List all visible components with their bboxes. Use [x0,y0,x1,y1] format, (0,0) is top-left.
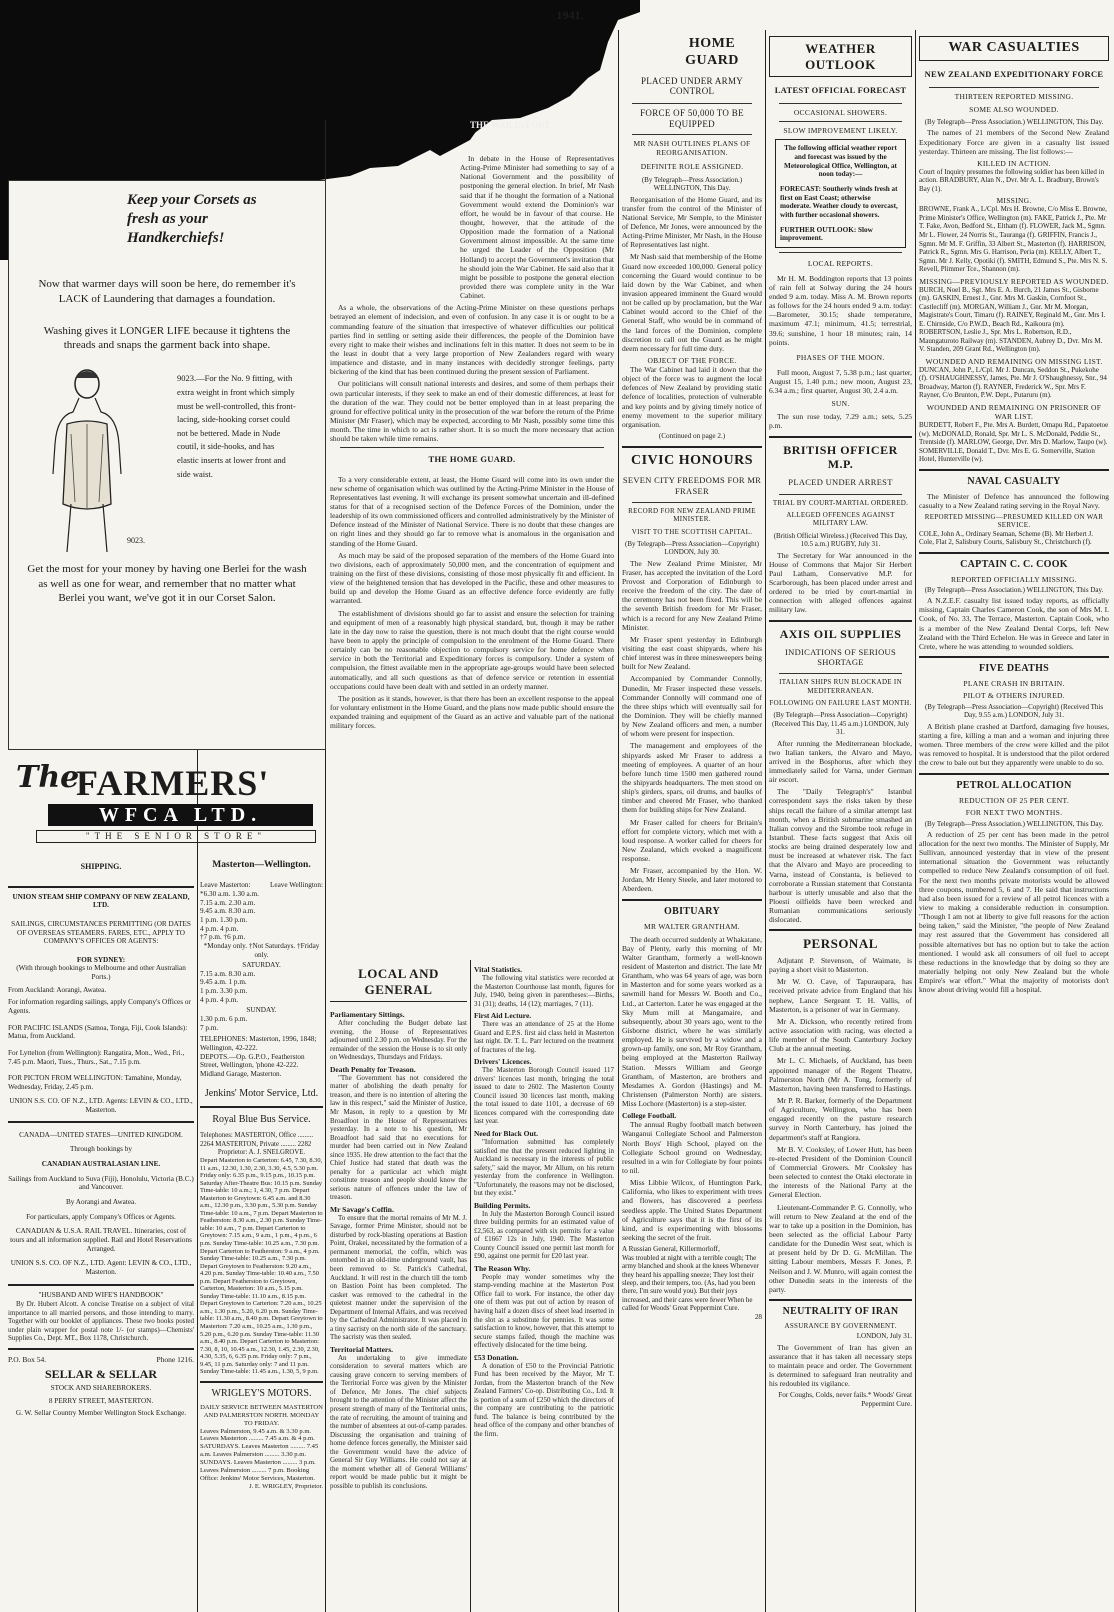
sellar-sub: STOCK AND SHAREBROKERS. [50,1384,152,1393]
local-item-text: After concluding the Budget debate last evening, the House of Representatives adjourned until 2.30 p.m. on Wednesday. For the remainder of the session the House is to sit only on Wednesdays, Thursdays and Fridays. [330,1019,467,1062]
local-general-column-1 [330,962,467,1612]
column-rule [618,30,619,1612]
killed-heading: KILLED IN ACTION. [977,158,1051,168]
editorial-subhead: THE HOME GUARD. [428,454,516,465]
shipping-block: SAILINGS, CIRCUMSTANCES PERMITTING (OR DATES OF OVERSEAS STEAMERS. FARES, ETC., APPLY TO COMPANY'S OFFICES OR AGENTS: [11,919,191,946]
casualties-dateline: (By Telegraph—Press Association.) WELLINGTON, This Day. [924,117,1104,126]
local-item-head: Need for Black Out. [474,1128,539,1138]
cook-subtitle: REPORTED OFFICIALLY MISSING. [951,574,1077,584]
personal-item: Mr B. V. Cooksley, of Lower Hutt, has been re-elected President of the Dominion Council of Commercial Growers. Mr Cooksley has been selected to contest the Otaki electorate in the interests of the National Party at the General Election. [769,1144,912,1200]
royal-blue-title: Royal Blue Bus Service. [212,1114,311,1126]
royal-timetable: Depart Masterton to Carterton: 6.45, 7.30, 8.30, 11 a.m., 12.30, 1.30, 2.30, 3.30, 4.5, 5.30 p.m. Friday only: 6.35 p.m., 9.15 p.m., 10.15 p.m. Saturday After-Theatre Bus: 10.15 p.m. Sunday Time-table: 10 a.m.; 1, 4.30, 7 p.m. Depart Masterton to Greytown: 6.45 a.m. and 8.30 a.m., 12.30 p.m., 3.30 p.m., 5.30 p.m. Sunday Time-table: 10 a.m., 7 p.m. Depart Masterton to Featherston: 8.30 a.m., 2.30 p.m. Sunday Time-table: 10 a.m., 7 p.m. Depart Carterton to Greytown: 7.15 a.m., 9 a.m., 1 p.m., 4 p.m., 6 p.m. Sunday Time-table: 10.25 a.m., 7.30 p.m. Depart Carterton to Featherston: 9 a.m., 4 p.m. Sunday Time-table: 10.25 a.m., 7.30 p.m. Depart Greytown to Featherston: 9.20 a.m., 4.20 p.m. Sunday Time-table: 10.40 a.m., 7.50 p.m. Depart Featherston to Greytown, Carterton, Masterton: 10 a.m., 5.15 p.m. Sunday Time-table: 11.10 a.m., 8.15 p.m. Depart Greytown to Carterton: 7.20 a.m., 10.25 a.m., 1.30 p.m., 5.20, 6.20 p.m. Sunday Time-table: 11.30 a.m., 8.40 p.m. Depart Greytown to Masterton: 7.20 a.m., 10.25 a.m., 1.30 p.m., 5.20 p.m., 6.20 p.m. Sunday Time-table: 11.30 a.m., 8.40 p.m. Depart Carterton to Masterton: 7.30, 8, 10, 10.45 a.m., 12.30, 1.45, 2.30, 2.30, 4.30, 5.35, 6, 6.35 p.m. Friday only: 7 p.m., 9.45, 11 p.m. Saturday only: 7 and 11 p.m. Sunday Time-table: 11.45 a.m., 1.30, 5, 9 p.m. [200,1156,323,1376]
civic-text: The management and employees of the shipyards asked Mr Fraser to address a meeting of employees. A quarter of an hour before lunch time 1500 men gathered round the shipyards headquarters. The men stood on ship's girders, spars, oil drums, and baulks of timber and cheered Mr Fraser, who thanked them for building ships for New Zealand. [622,741,762,815]
petrol-subtitle: FOR NEXT TWO MONTHS. [965,807,1063,817]
editorial-banner: THE WAR EFFORT [470,120,551,130]
reports-heading: LOCAL REPORTS. [807,258,874,268]
handbook-title: "HUSBAND AND WIFE'S HANDBOOK" [38,1291,164,1300]
local-item-head: Death Penalty for Treason. [330,1064,416,1074]
iran-subtitle: ASSURANCE BY GOVERNMENT. [784,1321,897,1330]
page-date: 1941. [556,8,584,22]
shipping-block: FOR PACIFIC ISLANDS (Samoa, Tonga, Fiji, Cook Islands): Matua, from Auckland. [8,1023,188,1041]
british-dateline: (British Official Wireless.) (Received This Day, 10.5 a.m.) RUGBY, July 31. [773,531,908,549]
personal-item: Mr P. R. Barker, formerly of the Department of Agriculture, Wellington, who has been engaged recently on the pasture research survey in North Canterbury, has joined the department's staff at Rangiora. [769,1096,912,1142]
casualties-deck: THIRTEEN REPORTED MISSING. [954,91,1074,101]
timetable-row: 4 p.m. 4 p.m. [200,995,239,1004]
naval-heading: NAVAL CASUALTY [967,475,1061,487]
civic-text: Accompanied by Commander Connolly, Dunedin, Mr Fraser inspected these vessels. Commander Connolly will command one of the three ships which will eventually sail for the Dominion. They will be chiefly manned by New Zealand officers and men, a number of whom were present for inspection. [622,674,762,739]
cook-text: A N.Z.E.F. casualty list issued today reports, as officially missing, Captain Charles Cameron Cook, the son of Mrs M. I. Cook, of No. 33, The Terrace, Masterton. Captain Cook, who is a member of the New Zealand Dental Corps, left New Zealand with the Third Echelon. He was in Greece and later in Crete, where he was attending to wounded soldiers. [919,596,1109,651]
home-guard-deck: MR NASH OUTLINES PLANS OF REORGANISATION. [633,138,751,157]
civic-text: Mr Fraser called for cheers for Britain's effort for complete victory, which met with a loud response. A worker called for cheers for New Zealand, which evoked a magnificent response. [622,817,762,864]
five-deaths-heading: FIVE DEATHS [978,663,1050,675]
poem-title: A Russian General, Killermorloff, [622,1245,720,1254]
petrol-subtitle: REDUCTION OF 25 PER CENT. [958,795,1070,805]
poem-number: 28 [754,1312,762,1321]
moon-heading: PHASES OF THE MOON. [796,352,885,362]
local-item-text: In July the Masterton Borough Council issued three building permits for an estimated value of £2,563, as compared with six permits for a value of £1667 12s in July, 1940. The Masterton County Council issued one permit last month for £90, against one permit for £20 last year. [474,1209,614,1261]
obituary-title: OBITUARY [664,905,720,917]
shipping-block: FOR SYDNEY: [76,955,126,964]
petrol-text: A reduction of 25 per cent has been made in the petrol allocation for the next two months. The Minister of Supply, Mr Sullivan, announced yesterday that in view of the present international situation the Government was reluctantly compelled to reduce New Zealand's consumption of oil fuel. For the next two months private motorists would be allowed three coupons, numbered 5, 6 and 7. He said that instructions had also been issued for a review of all petrol licences with a view to making a considerable reduction in consumption. "Though I am not at liberty to give full reasons for the action being taken," said the Minister, "the people of New Zealand may rest assured that the Government has considered all possible alternatives but has no option but to take the action mentioned. I would ask all consumers of oil fuel to accept these reductions in the knowledge that by doing so they are materially helping not only New Zealand but the whole Empire's war effort." What the majority of motorists don't know about driving would fill a hospital. [919,829,1109,995]
sellar-member: G. W. Sellar Country Member Wellington Stock Exchange. [15,1409,187,1418]
shipping-block: CANADIAN & U.S.A. RAIL TRAVEL. Itineraries, cost of tours and all information supplied. Rail and Hotel Reservations Arranged. [10,1227,192,1253]
british-deck: TRIAL BY COURT-MARTIAL ORDERED. [772,498,909,507]
home-guard-column [622,36,762,1612]
editorial-paragraph: The position as it stands, however, is that there has been an excellent response to the appeal for voluntary enlistment in the Home Guard, and the plans now made public should ensure the expanded training and equipment of the Guard as an active and valuable part of the national military forces. [330,693,614,731]
axis-title: AXIS OIL SUPPLIES [779,626,902,641]
weather-slow: SLOW IMPROVEMENT LIKELY. [783,126,898,136]
sellar-box: P.O. Box 54. [8,1354,47,1364]
personal-item: Lieutenant-Commander P. G. Connolly, who will return to New Zealand at the end of the war to take up a position in the Dominion, has been selected as the official Labour Party candidate for the Dunedin West seat, which is at present held by Dr D. G. McMillan. The sitting Labour members, Messrs F. Jones, P. Neilson and J. W. Munro, will again contest the other Dunedin seats in the interests of the party. [769,1202,912,1294]
timetable-row: 4 p.m. 4 p.m. [200,924,239,933]
local-item-head: Mr Savage's Coffin. [330,1204,394,1214]
axis-dateline: (By Telegraph—Press Association—Copyright) (Received This Day, 11.45 a.m.) LONDON, July 31. [772,711,909,737]
naval-name: COLE, John A., Ordinary Seaman, Scheme (B). Mr Herbert J. Cole, Flat 2, Salisbury Courts, Salisbury St., Christchurch (f). [919,529,1093,547]
forecast-further: FURTHER OUTLOOK: Slow improvement. [780,225,873,243]
axis-text: The "Daily Telegraph's" Istanbul correspondent says the risks taken by these ships recall the failure of a similar attempt last month, when a British submarine smashed an Italian convoy and the Sirombe took refuge in Istanbul. These facts suggest that Axis oil stocks are being drained desperately low and must be increased at whatever risk. The fact that the Alvaro and Mayo are proceeding to Varna, instead of Constanta, is believed to corroborate a Russian statement that Constanta harbour is utterly unusable and also that the Ploesti oilfields have been wrecked and Rumanian communications seriously dislocated. [769,787,912,925]
shipping-heading: SHIPPING. [80,862,122,871]
apple-text: Miss Libbie Wilcox, of Huntington Park, California, who likes to experiment with trees and flowers, has discovered a peerless seedless apple. The United States Department of Agriculture says that it is the first of its kind, and is experimenting with blossoms seeking the secret of the fruit. [622,1178,762,1242]
saturday-label: SATURDAY. [242,961,281,970]
local-item-head: Building Permits. [474,1200,531,1210]
logo-tagline: "THE SENIOR STORE" [36,830,316,843]
local-general-heading: LOCAL AND GENERAL [330,966,467,1002]
logo-script: The [16,760,80,795]
five-deaths-dateline: (By Telegraph—Press Association—Copyright) (Received This Day, 9.55 a.m.) LONDON, July 31. [924,703,1104,720]
home-guard-force: FORCE OF 50,000 TO BE EQUIPPED [640,108,744,129]
editorial-paragraph: Our politicians will consult national interests and desires, and some of them perhaps their own particular interests, if they seek to make an end of their domestic differences, at least for the duration of the war. They could not be better employed than in at least preparing the ground for effective political unity in the prosecution of the war before the return of the Prime Minister (Mr Fraser), which may be expected, according to Mr Nash, possibly some time this month. The time in which to act is rather short. It is so much the more necessary that action should be taken while time remains. [330,379,614,444]
corset-illustration [27,364,307,554]
local-item-text: People may wonder sometimes why the stamp-vending machine at the Masterton Post Office fail to work. For instance, the other day one of them was put out of action by reason of having half a dozen discs of sheet lead inserted in the slot as a substitute for pennies. It was some satisfaction to know, however, that this attempt to secure stamps failed, though the machine was effectively dislocated for the time being. [474,1272,614,1350]
civic-text: Mr Fraser spent yesterday in Edinburgh visiting the east coast shipyards, where his chief interest was in three minesweepers being built for New Zealand. [622,634,762,672]
iran-dateline: LONDON, July 31. [856,1332,912,1341]
leave-wellington: Leave Wellington: [270,881,323,890]
home-guard-text: The War Cabinet had laid it down that the object of the force was to augment the local defences of New Zealand by providing static defence of localities, protection of vulnerable and key points and by giving timely notice of enemy movement to the superior military organisation. [622,364,762,429]
cook-heading: CAPTAIN C. C. COOK [960,558,1068,570]
personal-item: Adjutant P. Stevenson, of Waimate, is paying a short visit to Masterton. [769,956,912,975]
sunday-label: SUNDAY. [246,1006,277,1015]
local-item-head: First Aid Lecture. [474,1011,532,1021]
continued-note: (Continued on page 2.) [658,431,726,440]
college-head: College Football. [622,1111,677,1121]
wounded-missing-list: DUNCAN, John P., L/Cpl. Mr J. Duncan, Seddon St., Pukekohe (f). O'SHAUGHNESSY, James, Pte. Mr J. O'Shaughnessy, Snr., 94 Broadway, Marton (f). RAYNER, Frederick W., Spr. Mrs F. Rayner, C/o Brunton, P.W. Dept., Putaruru (m). [919,365,1107,400]
shipping-block: By Aorangi and Awatea. [66,1197,136,1206]
shipping-block: For information regarding sailings, apply Company's Offices or Agents. [8,998,191,1015]
casualties-deck: SOME ALSO WOUNDED. [969,104,1059,114]
editorial-paragraph: The establishment of divisions should go far to assist and ensure the selection for training and equipment of men of a reasonably high physical standard, but, though it may be rather late in the day now to raise the question, there is not much doubt that the right course would have been to apply the principle of compulsion to the enrolment of the Home Guard. There certainly can be no reasonable objection to compulsory service for home defence when service in both the Territorial and Expeditionary forces is compulsory. Under a system of compulsion, the fittest available men in the appropriate age-groups would have been selected automatically, and all such questions as that of defence service or retention in essential occupations could have been dealt with and settled in an orderly manner. [330,608,614,691]
home-guard-text: Mr Nash said that membership of the Home Guard now exceeded 100,000. General policy concerning the Guard would continue to be laid down by the War Cabinet, and when invasion appeared imminent the Guard would not be called up by proclamation, but the War Cabinet would accord to the Chief of the General Staff, who would be in command of the land forces of the Dominion, complete discretion to call out the Guard as he might deem necessary for full time duty. [622,252,762,353]
personal-title: PERSONAL [803,936,878,952]
handbook-body: By Dr. Hubert Alcott. A concise Treatise on a subject of vital importance to all married persons, and those intending to marry. Together with our booklet of appliances. These two books posted under plain wrapper for postal note 1/- (or stamps)—Chemists' Supplies Co., Dept. MT., Box 1178, Christchurch. [8,1300,194,1343]
local-item-text: There was an attendance of 25 at the Home Guard and E.P.S. first aid class held in Masterton last night. Dr. T. L. Parr lectured on the treatment of fractures of the leg. [474,1020,614,1054]
home-guard-text: Reorganisation of the Home Guard, and its transfer from the control of the Minister of National Service, Mr Semple, to the Minister of Defence, Mr Jones, were announced by the Acting-Prime Minister, Mr Nash, in the House of Representatives last night. [622,194,762,250]
personal-item: Mr L. C. Michaels, of Auckland, has been appointed manager of the Regent Theatre, Palmerston North (Mr A. Tong, formerly of Masterton, having been transferred to Hastings. [769,1056,912,1093]
obituary-text: The death occurred suddenly at Whakatane, Bay of Plenty, early this morning of Mr Walter Grantham, formerly a well-known resident of Masterton and district. The late Mr Grantham, who was 64 years of age, was born in Masterton and for some years worked as a sawmill hand for Messrs W. Booth and Co., Ltd., at Carterton. Later he was engaged at the Sky Mum mill at Mangamaire, and subsequently, about 30 years ago, went to the Gisborne district, where he was similarly employed. He is survived by a widow and a grown-up family, one son, Mr Roy Grantham, being employed at the Masterton Railway Station. Messrs William and George Grantham, of Masterton, are brothers and Mesdames A. Gordon (Hastings) and M. Christensen (Palmerston North) are sisters. Miss Lochore (Masterton) is a step-sister. [622,934,762,1109]
timetable-row: 1 p.m. 3.30 p.m. [200,987,248,996]
farmers-logo [6,752,326,846]
transport-column [200,852,323,1612]
wounded-prisoner-list: BURDETT, Robert F., Pte. Mrs A. Burdett, Omapu Rd., Papatoetoe (w). McDONALD, Ronald, Spr. Mr L. S. McDonald, Peddie St., Trentside (f). MARLOW, George, Dvr. Mrs D. Marlow, Taupo (w). SOMERVILLE, Donald T., Dvr. Mrs E. G. Somerville, Station Hotel, Hunterville (w). [919,421,1109,464]
axis-text: After running the Mediterranean blockade, two Italian tankers, the Alvaro and Mayo, arrived in the Bosphorus, after which they immediately sailed for Varna, under German air escort. [769,738,912,785]
shipping-column [8,852,194,1612]
royal-telephones: Telephones: MASTERTON, Office ......... 2264 MASTERTON, Private ......... 2282 [200,1132,314,1148]
five-deaths-text: A British plane crashed at Dartford, damaging five houses, starting a fire, killing a man and a woman and injuring three women. Three members of the crew were killed and the pilot was removed to hospital. It is understood that the pilot ordered the crew to bale out but they apparently were unable to do so. [919,721,1109,768]
civic-deck: VISIT TO THE SCOTTISH CAPITAL. [631,527,753,536]
column-rule [765,30,766,1612]
royal-proprietor: Proprietor: A. J. SNELGROVE. [217,1148,306,1156]
local-item-text: The following vital statistics were recorded at the Masterton Courthouse last month, figures for July, 1940, being given in parentheses:—Births, 31 (31); deaths, 14 (12); marriages, 7 (11). [474,974,614,1008]
personal-item: Mr W. O. Cave, of Tapuraupara, has received private advice from England that his nephew, Lance Sergeant T. H. Vallis, of Masterton, is a prisoner of war in Germany. [769,977,912,1014]
logo-main: FARMERS' [76,763,270,803]
forecast-text: FORECAST: Southerly winds fresh at first on East Coast; otherwise moderate. Weather cloudy to overcast, with further occasional showers. [780,184,898,219]
axis-deck: FOLLOWING ON FAILURE LAST MONTH. [769,699,912,708]
shipping-block: CANADIAN AUSTRALASIAN LINE. [41,1160,161,1169]
naval-text: The Minister of Defence has announced the following casualty to a New Zealand rating serving in the Royal Navy. [919,491,1109,510]
telephones: TELEPHONES: Masterton, 1996, 1848; Wellington, 42-222. [200,1035,317,1052]
shipping-block: Sailings from Auckland to Suva (Fiji), Honolulu, Victoria (B.C.) and Vancouver. [8,1174,194,1192]
sellar-phone: Phone 1216. [156,1354,194,1364]
wrigley-body: Leaves Palmerston, 9.45 a.m. & 3.30 p.m. Leaves Masterton ......... 7.45 a.m. & 4 p.m. SATURDAYS. Leaves Masterton ......... 7.45 a.m. Leaves Palmerston ......... 3.30 p.m. SUNDAYS. Leaves Masterton ......... 3 p.m. Leaves Palmerston ......... 7 p.m. Booking Office: Jenkins' Motor Services, Masterton. [200,1427,319,1482]
shipping-block: For particulars, apply Company's Offices or Agents. [26,1212,176,1221]
civic-title: CIVIC HONOURS [630,452,753,468]
british-subtitle: PLACED UNDER ARREST [788,477,893,488]
shipping-block: For Lyttelton (from Wellington): Rangatira, Mon., Wed., Fri., 7.45 p.m. Maori, Tues., Thurs., Sat., 7.15 p.m. [8,1048,185,1066]
local-item-text: The Masterton Borough Council issued 117 drivers' licences last month, bringing the total issued to date to 2602. The Masterton County Council issued 30 licences last month, making the total issued to date 1101, a decrease of 69 licences compared with the corresponding date last year. [474,1066,614,1126]
missing-heading: MISSING. [996,196,1032,206]
forecast-intro: The following official weather report and forecast was issued by the Meteorological Office, Wellington, at noon today:— [784,144,897,179]
editorial-column [330,120,614,958]
cook-dateline: (By Telegraph—Press Association.) WELLINGTON, This Day. [924,585,1104,594]
jenkins-title: Jenkins' Motor Service, Ltd. [204,1088,319,1100]
shipping-block: (With through bookings to Melbourne and other Australian Ports.) [16,964,186,982]
local-general-column-2 [474,962,614,1612]
casualties-column [919,36,1109,1612]
timetable-notes: *Monday only. †Not Saturdays. †Friday only. [203,941,320,959]
leave-masterton: Leave Masterton: [200,881,251,890]
naval-label: REPORTED MISSING—PRESUMED KILLED ON WAR SERVICE. [924,512,1104,530]
timetable-row: 7.15 a.m. 2.30 a.m. [200,898,256,907]
ad-paragraph: Now that warmer days will soon be here, do remember it's LACK of Laundering that damages a foundation. [38,278,296,305]
british-text: The Secretary for War announced in the House of Commons that Major Sir Herbert Paul Latham, Conservative M.P. for Scarborough, has been placed under arrest and ordered to be tried by court-martial in connection with alleged offences against military law. [769,550,912,615]
home-guard-title: HOME GUARD [685,36,739,68]
five-deaths-subtitle: PLANE CRASH IN BRITAIN. [963,679,1065,689]
weather-column [769,36,912,1612]
column-rule [470,960,471,1612]
casualties-subtitle: NEW ZEALAND EXPEDITIONARY FORCE [924,68,1104,79]
obituary-name: MR WALTER GRANTHAM. [644,921,740,931]
timetable-row: 7 p.m. [200,1023,219,1032]
sellar-title: SELLAR & SELLAR [44,1366,158,1381]
shipping-block: UNION S.S. CO. OF N.Z., LTD. Agents: LEVIN & CO., LTD., Masterton. [9,1097,193,1115]
poem-text: Was troubled at night with a terrible cough; The army blanched and shook at the knees Whenever they heard his appalling sneeze; They lost their sleep, and their tempers, too. (As, had you been there, I'm sure would you). But their joys increased, and their cares were fewer When he called for Woods' Great Peppermint Cure. [622,1253,759,1313]
editorial-lead: In debate in the House of Representatives Acting-Prime Minister had something to say of a National Government and the possibility of postponing the general election. In brief, Mr Nash said that if he thought the formation of a National Government would extend the Dominion's war effort, he would be in favour of that course. He thought, however, that the attitude of the Opposition made the formation of a National Government almost impossible. At the same time he urged the Leader of the Opposition (Mr Holland) to accept the Government's invitation that he should join the War Cabinet. He said also that it might be possible to postpone the general election provided there was complete unity in the War Cabinet. [460,154,614,301]
five-deaths-subtitle: PILOT & OTHERS INJURED. [963,691,1065,701]
local-item-text: An undertaking to give immediate consideration to several matters which are causing grave concern to serving members of the Territorial Force was given by the Minister of Defence, Mr Jones. The chief subjects brought to the attention of the Minister affect the present strength of many of the Territorial units, the rate of recruiting, the amount of training and the number of absentees at out-of-camp parades. Discussing the organisation and training of home defence forces generally, the Minister said the Government would have the advice of General Sir Guy Williams. He could not say at the moment whether all of General Williams' report would be made public but it might be possible to publish its conclusions. [330,1353,467,1490]
weather-title: WEATHER OUTLOOK [769,36,912,77]
civic-deck: RECORD FOR NEW ZEALAND PRIME MINISTER. [628,506,756,524]
timetable-row: 9.45 a.m. 1 p.m. [200,978,247,987]
local-item-head: Territorial Matters. [330,1344,394,1354]
home-guard-subhead: OBJECT OF THE FORCE. [647,355,737,365]
prev-heading: MISSING—PREVIOUSLY REPORTED AS WOUNDED. [919,276,1109,286]
british-title: BRITISH OFFICER M.P. [783,442,898,471]
shipping-block: UNION S.S. CO. OF N.Z., LTD. Agent: LEVIN & CO., LTD., Masterton. [10,1259,192,1276]
moon-text: Full moon, August 7, 5.38 p.m.; last quarter, August 15, 1.40 p.m.; new moon, August 23, 6.34 a.m.; first quarter, August 30, 2.4 a.m. [769,367,912,396]
timetable-row: 1 p.m. 1.30 p.m. [200,915,248,924]
logo-sub: WFCA LTD. [48,804,313,826]
shipping-block: UNION STEAM SHIP COMPANY OF NEW ZEALAND, LTD. [12,892,190,910]
editorial-paragraph: As much may be said of the proposed separation of the members of the Home Guard into two divisions, each of approximately 50,000 men, and the concentration of equipment and training on the first of these divisions, consisting of those most physically fit and efficient. In view of the heightened tension that has developed in the Pacific, these and other measures to build up and develop the Home Guard as an effective defence force evidently are fully warranted. [330,550,614,606]
sellar-address: 8 PERRY STREET, MASTERTON. [48,1396,154,1405]
shipping-block: CANADA—UNITED STATES—UNITED KINGDOM. [19,1130,183,1139]
sun-heading: SUN. [831,399,850,409]
civic-subtitle: SEVEN CITY FREEDOMS FOR MR FRASER [622,475,762,496]
ad-headline: Keep your Corsets as fresh as your Handkerchiefs! [127,192,257,246]
petrol-heading: PETROL ALLOCATION [956,779,1072,791]
ad-paragraph: Get the most for your money by having one Berlei for the wash as well as one for wear, and remember that no matter what Berlei you want, we've got it in our Corset Salon. [27,563,307,605]
ad-paragraph: Washing gives it LONGER LIFE because it tightens the threads and snaps the garment back into shape. [43,324,291,352]
weather-showers: OCCASIONAL SHOWERS. [793,108,888,118]
local-item-text: To ensure that the mortal remains of Mr M. J. Savage, former Prime Minister, should not be disturbed by rock-blasting operations at Bastion Point, Orakei, necessitated by the formation of a permanent memorial, the coffin, which was entombed in an old-time underground vault, has been removed to St. Patrick's Cathedral, Auckland. It will rest in the church till the tomb on Bastion Point has been completed. The casket was removed to the cathedral in the quietest manner under the supervision of the Department of Internal Affairs, and was received by the Cathedral Administrator. It was placed in a tiny sacristy on the north side of the sanctuary. The sacristy was then sealed. [330,1213,467,1342]
british-deck: ALLEGED OFFENCES AGAINST MILITARY LAW. [786,510,895,528]
killed-list: Court of Inquiry presumes the following soldier has been killed in action. BRADBURY, Alan N., Dvr. Mr A. L. Bradbury, Brown's Bay (1). [919,167,1105,193]
model-description: 9023.—For the No. 9 fitting, with extra weight in front which simply must be well-controlled, this front-lacing, side-hooking corset could not be bettered. Made in Nude coutil, it side-hooks, and has elastic inserts at lower front and side waist. [177,373,296,479]
missing-list: BROWNE, Frank A., L/Cpl. Mrs H. Browne, C/o Miss E. Browne, Prime Minister's Office, Wellington (m). FAKE, Patrick J., Pte. Mr T. Fake, Avon, Bedford St., Eltham (f). FLOWER, Jack M., Sgmn. Mr L. Flower, 24 Norris St., Tauranga (f). GRIFFIN, Francis J., Sgmn. Mr M. F. Griffin, 33 Albert St., Masterton (f). HARRISON, Patrick R., Sgmn. Mrs G. Harrison, Peria (m). KELLY, Albert T., Sgmn. Mr J. Kelly, Opotiki (f). SMITH, Edmund S., Pte. Mrs N. S. Revell, Plimmer Tce., Shannon (m). [919,205,1108,274]
editorial-paragraph: To a very considerable extent, at least, the Home Guard will come into its own under the new scheme of organisation which was outlined by the Acting-Prime Minister in the House of Representatives last evening. It will exchange its present somewhat uncertain and ill-defined status for that of a recognised section of the Defence Forces of the Dominion, under the leadership of its own commissioned officers and controlled administratively by the Minister of Defence instead of the Minister of National Service. There is no doubt that these changes are on right lines and they should go far to remove what is anomalous in the organisation and standing of the Home Guard. [330,474,614,548]
college-text: The annual Rugby football match between Wanganui Collegiate School and Palmerston North Boys' High School, played on the Collegiate School ground on Wednesday, resulted in a win for Collegiate by four points to nil. [622,1120,762,1175]
wrigley-sub: DAILY SERVICE BETWEEN MASTERTON AND PALMERSTON NORTH. MONDAY TO FRIDAY. [200,1403,323,1427]
timetable-row: 7.15 a.m. 8.30 a.m. [200,969,256,978]
timetable-row: †7 p.m. †6 p.m. [200,933,246,942]
local-item-text: "The Government has not considered the matter of abolishing the death penalty for treason, and there is no intention of altering the law in this respect," said the Minister of Justice, Mr Mason, in reply to a question by Mr Broadfoot in the House of Representatives yesterday. In a note to his question, Mr Broadfoot had said that no executions for murder had been carried out in New Zealand since 1935. He drew attention to the fact that the Chief Justice had stated that death was the penalty for a particular act which might constitute treason and people should know the serious nature of offences under the law of treason. [330,1073,467,1202]
transport-title: Masterton—Wellington. [212,860,311,870]
shipping-block: From Auckland: Aorangi, Awatea. [8,985,107,994]
editorial-paragraph: As a whole, the observations of the Acting-Prime Minister on these questions perhaps betrayed an element of indecision, and even of confusion. In any case it is or ought to be a commanding feature of the situation that irrespective of whatever difficulties our political parties find in settling or setting aside their differences, the people of the Dominion have every right to make their wishes and inclinations felt in this matter. It does not seem to be in the least in doubt that a very large proportion of New Zealanders regard with weary impatience and distaste, and in many instances with decidedly stronger feelings, party bickering of the kind that has been continued during the present session of Parliament. [330,303,614,377]
sun-text: The sun rose today, 7.29 a.m.; sets, 5.25 p.m. [769,412,912,431]
home-guard-deck: DEFINITE ROLE ASSIGNED. [640,161,744,171]
local-item-text: A donation of £50 to the Provincial Patriotic Fund has been received by the Mayor, Mr T. Jordan, from the Masterton branch of the New Zealand Farmers' Co-op. Distributing Co., Ltd. It is portion of a sum of £250 which the directors of the company are contributing to the patriotic fund. The balance is being contributed by the head office of the company and other branches of the firm. [474,1361,614,1438]
timetable-row: 9.45 a.m. 8.30 a.m. [200,907,256,916]
column-rule [915,30,916,1612]
corset-advertisement [8,180,326,750]
home-guard-dateline: (By Telegraph—Press Association.) WELLINGTON, This Day. [641,175,743,193]
personal-item: Mr A. Dickson, who recently retired from active association with racing, was elected a life member of the South Canterbury Jockey Club at the annual meeting. [769,1016,912,1054]
weather-subtitle: LATEST OFFICIAL FORECAST [774,85,907,96]
shipping-block: FOR PICTON FROM WELLINGTON: Tamahine, Monday, Wednesday, Friday, 2.45 p.m. [8,1074,182,1091]
local-item-head: Vital Statistics. [474,965,523,974]
iran-title: NEUTRALITY OF IRAN [782,1305,899,1317]
wounded-missing-heading: WOUNDED AND REMAINING ON MISSING LIST. [925,356,1103,366]
reports-text: Mr H. M. Boddington reports that 13 points of rain fell at Solway during the 24 hours ended 9 a.m. today. Miss A. M. Brown reports as follows for the 24 hours ended 9 a.m. today:—Barometer, 30.15; shade temperature, maximum 47.1; minimum, 41.5; terrestrial, 39.6; sunshine, 1 hour 18 minutes; rain, 14 points. [769,273,912,347]
timetable-row: 1.30 p.m. 6 p.m. [200,1015,248,1023]
corset-figure-icon [27,364,147,554]
local-item-head: The Reason Why. [474,1263,531,1273]
local-item-text: "Information submitted has completely satisfied me that the present reduced lighting in Auckland is necessary in the interests of public safety," said the mayor, Mr Allum, on his return yesterday from the conference in Wellington. "Unfortunately, the reasons may not be disclosed, but they exist." [474,1137,614,1198]
axis-deck: ITALIAN SHIPS RUN BLOCKADE IN MEDITERRANEAN. [779,678,902,695]
forecast-box [775,139,906,247]
depots: DEPOTS.—Op. G.P.O., Featherston Street, Wellington, 'phone 42-222. Midland Garage, Masterton. [200,1052,305,1078]
casualties-title: WAR CASUALTIES [919,36,1109,61]
local-item-head: Drivers' Licences. [474,1057,532,1067]
civic-text: The New Zealand Prime Minister, Mr Fraser, has accepted the invitation of the Lord Provost and Corporation of Edinburgh to receive the freedom of the city. The date of the ceremony has not been fixed. This will be the seventh British freedom for Mr Fraser, which is a record for any New Zealand Prime Minister. [622,558,762,632]
civic-text: Mr Fraser, accompanied by the Hon. W. Jordan, Mr Henry Steele, and later motored to Aberdeen. [622,866,762,894]
shipping-block: Through bookings by [70,1145,132,1154]
wrigley-sign: J. E. WRIGLEY, Proprietor. [249,1482,323,1490]
civic-dateline: (By Telegraph—Press Association—Copyright) LONDON, July 30. [625,539,759,557]
home-guard-subtitle: PLACED UNDER ARMY CONTROL [640,75,744,97]
wounded-prisoner-heading: WOUNDED AND REMAINING ON PRISONER OF WAR LIST. [926,403,1102,422]
prev-list: BURCH, Noel B., Sgt. Mrs E. A. Burch, 21 James St., Gisborne (m). GASKIN, Ernest J., Gnr. Mrs M. Gaskin, Cornfoot St., Castlecliff (m). MORGAN, William J., Gnr. Mr M. Morgan, Magistrate's Court, Timaru (f). RAINEY, Reginald M., Gnr. Mrs I. E. Chirnside, C/o P.W.D., Beach Rd., Kaikoura (m). ROBERTSON, Leslie J., Spr. Mrs L. Robertson, R.D., Maungaturoto Railway (m). STANDEN, Aubrey D., Dvr. Mrs M. V. Standen, 209 Grant Rd., Wellington (m). [919,285,1106,354]
casualties-intro: The names of 21 members of the Second New Zealand Expeditionary Force are given in a casualty list issued yesterday. Thirteen are missing. The list follows:— [919,128,1109,156]
axis-subtitle: INDICATIONS OF SERIOUS SHORTAGE [785,646,896,668]
cough-notice: For Coughs, Colds, never fails.* Woods' Great Peppermint Cure. [778,1391,912,1409]
iran-text: The Government of Iran has given an assurance that it has taken all necessary steps to maintain peace and order. The Government is determined to safeguard Iran neutrality and his redoubled its vigilance. [769,1342,912,1389]
local-item-head: Parliamentary Sittings. [330,1010,405,1020]
petrol-dateline: (By Telegraph—Press Association.) WELLINGTON, This Day. [924,819,1104,828]
timetable-row: *6.30 a.m. 1.30 a.m. [200,890,259,899]
local-item-head: £53 Donation. [474,1352,519,1362]
model-tag: 9023. [127,536,145,546]
wrigley-title: WRIGLEY'S MOTORS. [211,1387,312,1399]
